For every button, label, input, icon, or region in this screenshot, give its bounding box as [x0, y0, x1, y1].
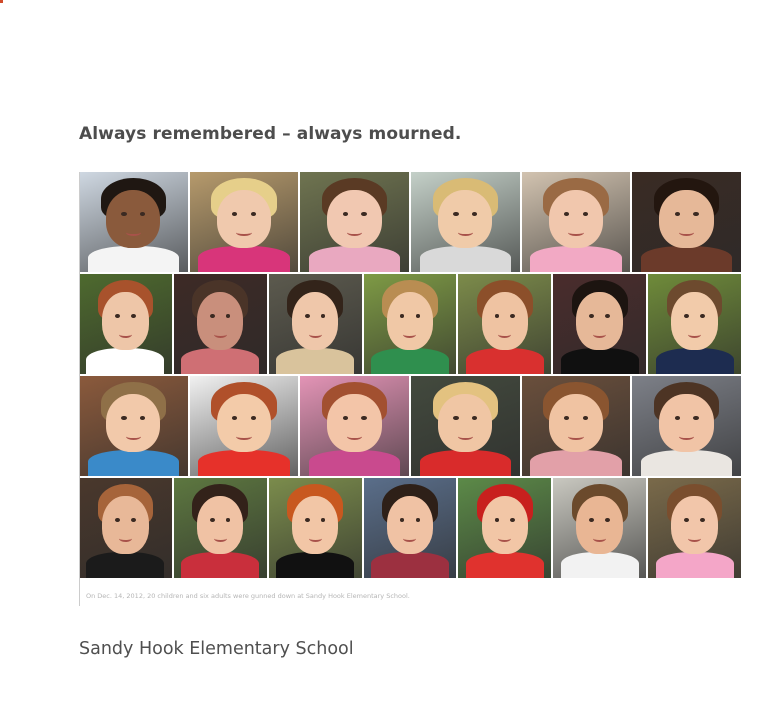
portrait-smile — [309, 331, 322, 338]
portrait-eye — [675, 416, 680, 420]
portrait-eye — [131, 518, 136, 522]
portrait-face — [659, 190, 713, 248]
portrait-shirt — [88, 450, 179, 476]
portrait-smile — [236, 229, 251, 236]
portrait-eye — [121, 212, 126, 216]
portrait-smile — [568, 433, 583, 440]
portrait-eye — [305, 314, 310, 318]
portrait-eye — [510, 518, 515, 522]
portrait-shirt — [466, 552, 544, 578]
portrait-tile — [364, 274, 457, 374]
portrait-face — [438, 190, 492, 248]
accent-mark — [0, 0, 3, 3]
portrait-shirt — [641, 450, 732, 476]
portrait-shirt — [656, 348, 734, 374]
portrait-eye — [251, 416, 256, 420]
portrait-smile — [214, 535, 227, 542]
portrait-eye — [131, 314, 136, 318]
portrait-tile — [190, 172, 299, 272]
portrait-face — [102, 496, 148, 554]
portrait-face — [387, 292, 433, 350]
portrait-tile — [553, 274, 646, 374]
portrait-shirt — [420, 450, 511, 476]
portrait-eye — [121, 416, 126, 420]
portrait-shirt — [86, 552, 164, 578]
portrait-shirt — [561, 552, 639, 578]
portrait-face — [387, 496, 433, 554]
portrait-eye — [361, 212, 366, 216]
portrait-face — [197, 292, 243, 350]
portrait-eye — [210, 518, 215, 522]
portrait-eye — [115, 314, 120, 318]
portrait-smile — [126, 433, 141, 440]
portrait-tile — [411, 376, 520, 476]
portrait-face — [327, 190, 381, 248]
portrait-tile — [174, 478, 267, 578]
portrait-tile — [300, 376, 409, 476]
portrait-tile — [632, 172, 741, 272]
portrait-tile — [648, 478, 741, 578]
portrait-eye — [361, 416, 366, 420]
portrait-shirt — [309, 450, 400, 476]
portrait-tile — [79, 274, 172, 374]
portrait-face — [106, 190, 160, 248]
portrait-face — [659, 394, 713, 452]
portrait-smile — [458, 433, 473, 440]
portrait-smile — [568, 229, 583, 236]
portrait-tile — [269, 274, 362, 374]
portrait-face — [217, 190, 271, 248]
portrait-face — [549, 190, 603, 248]
portrait-eye — [343, 416, 348, 420]
figure-left-rule — [79, 172, 80, 606]
portrait-eye — [583, 212, 588, 216]
portrait-face — [549, 394, 603, 452]
portrait-face — [292, 496, 338, 554]
portrait-shirt — [466, 348, 544, 374]
portrait-smile — [688, 535, 701, 542]
portrait-tile — [79, 376, 188, 476]
portrait-tile — [190, 376, 299, 476]
portrait-tile — [632, 376, 741, 476]
portrait-face — [671, 496, 717, 554]
portrait-eye — [684, 518, 689, 522]
portrait-face — [292, 292, 338, 350]
portrait-eye — [343, 212, 348, 216]
portrait-eye — [416, 314, 421, 318]
portrait-shirt — [530, 450, 621, 476]
portrait-shirt — [371, 348, 449, 374]
portrait-tile — [553, 478, 646, 578]
portrait-tile — [79, 478, 172, 578]
portrait-eye — [453, 212, 458, 216]
photo-caption: On Dec. 14, 2012, 20 children and six adults were gunned down at Sandy Hook Elementary School. — [86, 592, 410, 600]
portrait-tile — [364, 478, 457, 578]
portrait-shirt — [309, 246, 400, 272]
portrait-tile — [174, 274, 267, 374]
portrait-tile — [79, 172, 188, 272]
portrait-tile — [300, 172, 409, 272]
portrait-eye — [693, 212, 698, 216]
portrait-eye — [115, 518, 120, 522]
portrait-eye — [605, 314, 610, 318]
portrait-shirt — [276, 552, 354, 578]
portrait-eye — [416, 518, 421, 522]
portrait-smile — [119, 331, 132, 338]
portrait-tile — [522, 376, 631, 476]
portrait-eye — [305, 518, 310, 522]
portrait-shirt — [198, 246, 289, 272]
portrait-shirt — [530, 246, 621, 272]
victims-photo-collage — [79, 172, 741, 582]
portrait-eye — [453, 416, 458, 420]
portrait-shirt — [198, 450, 289, 476]
portrait-face — [102, 292, 148, 350]
portrait-shirt — [371, 552, 449, 578]
portrait-shirt — [181, 552, 259, 578]
portrait-face — [438, 394, 492, 452]
portrait-eye — [700, 518, 705, 522]
portrait-smile — [236, 433, 251, 440]
portrait-face — [327, 394, 381, 452]
portrait-tile — [411, 172, 520, 272]
memorial-heading: Always remembered – always mourned. — [79, 124, 462, 144]
portrait-face — [576, 292, 622, 350]
portrait-shirt — [88, 246, 179, 272]
portrait-eye — [700, 314, 705, 318]
portrait-eye — [510, 314, 515, 318]
portrait-smile — [458, 229, 473, 236]
portrait-eye — [583, 416, 588, 420]
portrait-eye — [675, 212, 680, 216]
portrait-face — [671, 292, 717, 350]
portrait-shirt — [420, 246, 511, 272]
portrait-smile — [688, 331, 701, 338]
portrait-tile — [648, 274, 741, 374]
portrait-face — [217, 394, 271, 452]
portrait-face — [482, 292, 528, 350]
portrait-shirt — [276, 348, 354, 374]
portrait-eye — [684, 314, 689, 318]
school-name: Sandy Hook Elementary School — [79, 639, 354, 659]
portrait-shirt — [86, 348, 164, 374]
portrait-shirt — [181, 348, 259, 374]
portrait-smile — [119, 535, 132, 542]
portrait-shirt — [561, 348, 639, 374]
portrait-tile — [269, 478, 362, 578]
portrait-eye — [693, 416, 698, 420]
portrait-face — [197, 496, 243, 554]
portrait-tile — [458, 478, 551, 578]
portrait-shirt — [656, 552, 734, 578]
portrait-eye — [251, 212, 256, 216]
portrait-smile — [214, 331, 227, 338]
portrait-tile — [458, 274, 551, 374]
portrait-smile — [309, 535, 322, 542]
portrait-smile — [126, 229, 141, 236]
portrait-face — [576, 496, 622, 554]
portrait-eye — [210, 314, 215, 318]
portrait-shirt — [641, 246, 732, 272]
portrait-eye — [605, 518, 610, 522]
portrait-tile — [522, 172, 631, 272]
portrait-face — [482, 496, 528, 554]
memorial-photo-figure — [79, 172, 741, 608]
portrait-face — [106, 394, 160, 452]
